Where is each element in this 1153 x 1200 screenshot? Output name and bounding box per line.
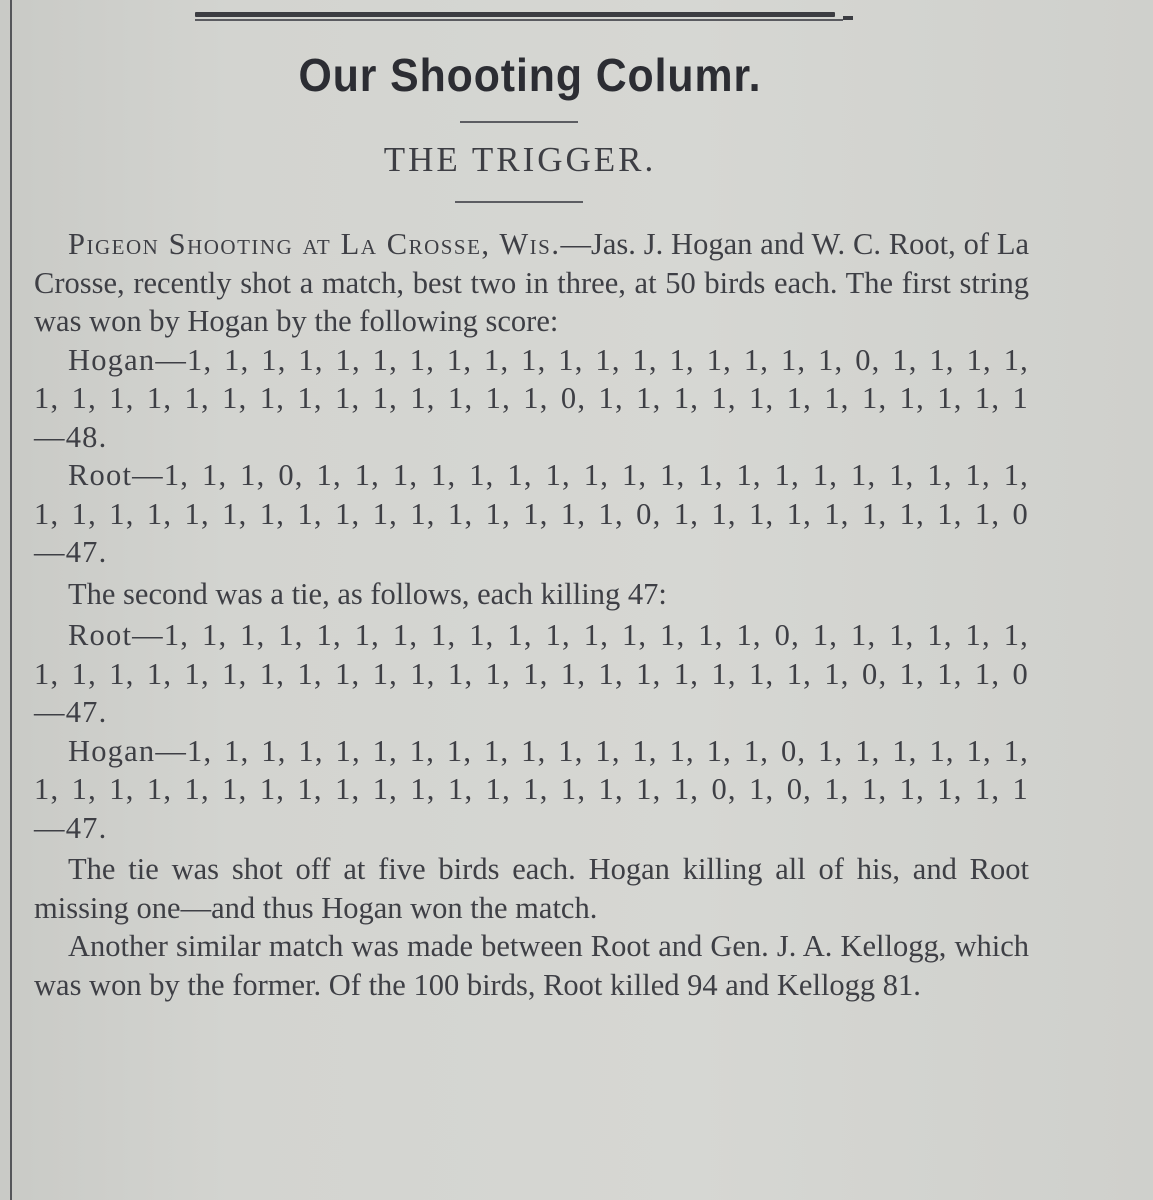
column-rule xyxy=(10,0,12,1200)
section-subhead: THE TRIGGER. xyxy=(383,140,657,179)
top-rule-tail xyxy=(843,16,853,20)
subhead-divider xyxy=(455,201,583,203)
kellogg-paragraph: Another similar match was made between Root and Gen. J. A. Kellogg, which was won by the former. Of the 100 birds, Root killed 94 and Kellogg 81. xyxy=(34,929,1029,1002)
lead-paragraph xyxy=(34,225,1029,341)
article-body xyxy=(34,225,1029,1004)
column-headline: Our Shooting Columr. xyxy=(298,49,762,101)
score-line-second-hogan: Hogan—1, 1, 1, 1, 1, 1, 1, 1, 1, 1, 1, 1, 1, 1, 1, 1, 0, 1, 1, 1, 1, 1, 1, 1, 1, 1, 1, 1, 1, 1, 1, 1, 1, 1, 1, 1, 1, 1, 1, 1, 1, 0, 1, 0, 1, 1, 1, 1, 1, 1—47. xyxy=(34,733,1029,845)
lead-caps: Pigeon Shooting at La Crosse, Wis. xyxy=(68,227,561,261)
top-rule-thick xyxy=(195,12,835,17)
top-decorative-rule xyxy=(195,12,855,22)
score-line-second-root: Root—1, 1, 1, 1, 1, 1, 1, 1, 1, 1, 1, 1, 1, 1, 1, 1, 0, 1, 1, 1, 1, 1, 1, 1, 1, 1, 1, 1, 1, 1, 1, 1, 1, 1, 1, 1, 1, 1, 1, 1, 1, 1, 1, 1, 1, 0, 1, 1, 1, 0—47. xyxy=(34,618,1029,729)
tie-paragraph: The tie was shot off at five birds each. Hogan killing all of his, and Root missing one—and thus Hogan won the match. xyxy=(34,852,1029,925)
headline-divider xyxy=(460,121,578,123)
score-line-first-hogan: Hogan—1, 1, 1, 1, 1, 1, 1, 1, 1, 1, 1, 1, 1, 1, 1, 1, 1, 1, 0, 1, 1, 1, 1, 1, 1, 1, 1, 1, 1, 1, 1, 1, 1, 1, 1, 1, 1, 0, 1, 1, 1, 1, 1, 1, 1, 1, 1, 1, 1, 1—48. xyxy=(34,342,1029,454)
score-line-first-root: Root—1, 1, 1, 0, 1, 1, 1, 1, 1, 1, 1, 1, 1, 1, 1, 1, 1, 1, 1, 1, 1, 1, 1, 1, 1, 1, 1, 1, 1, 1, 1, 1, 1, 1, 1, 1, 1, 1, 1, 0, 1, 1, 1, 1, 1, 1, 1, 1, 1, 0—47. xyxy=(34,458,1029,569)
top-rule-thin xyxy=(195,19,843,21)
lead-text: —Jas. J. Hogan and W. C. Root, of La Crosse, recently shot a match, best two in three, at 50 birds each. The first string was won by Hogan by the following score: xyxy=(34,227,1030,338)
second-string-intro: The second was a tie, as follows, each killing 47: xyxy=(68,576,667,611)
